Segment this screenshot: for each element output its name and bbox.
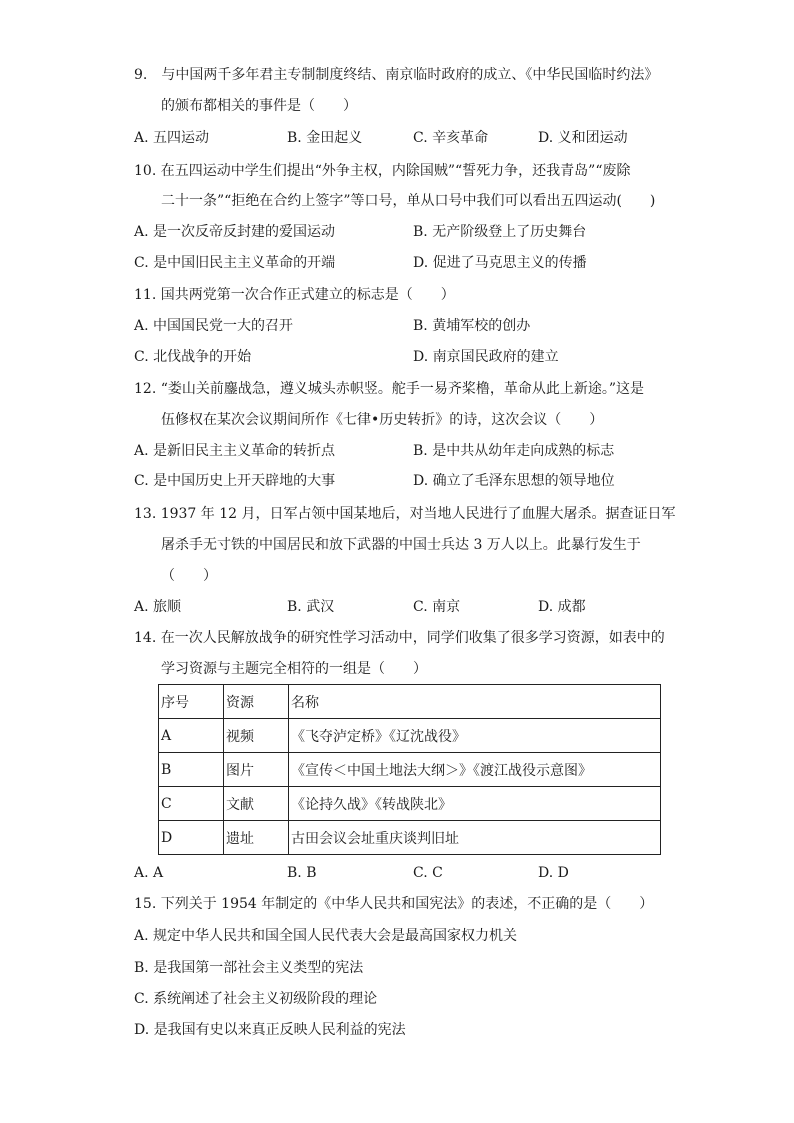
question-10-stem-cont: 二十一条”“拒绝在合约上签字”等口号，单从口号中我们可以看出五四运动( ) [161, 193, 656, 209]
table-header-cell: 资源 [224, 685, 289, 719]
question-15-option-c: C. 系统阐述了社会主义初级阶段的理论 [134, 991, 378, 1007]
table-cell: 文献 [224, 787, 289, 821]
table-row [159, 719, 661, 753]
question-11-option-d: D. 南京国民政府的建立 [413, 349, 559, 365]
table-row [159, 787, 661, 821]
table-row [159, 821, 661, 855]
question-10-option-c: C. 是中国旧民主主义革命的开端 [134, 255, 336, 271]
question-14-stem-cont: 学习资源与主题完全相符的一组是（ ） [161, 661, 427, 677]
table-cell: 图片 [224, 753, 289, 787]
question-11-option-c: C. 北伐战争的开始 [134, 349, 252, 365]
question-13-stem-cont: 屠杀手无寸铁的中国居民和放下武器的中国士兵达 3 万人以上。此暴行发生于 [161, 537, 641, 553]
table-cell: 视频 [224, 719, 289, 753]
question-9-stem: 9. 与中国两千多年君主专制制度终结、南京临时政府的成立、《中华民国临时约法》 [134, 67, 659, 83]
question-15-stem: 15. 下列关于 1954 年制定的《中华人民共和国宪法》的表述，不正确的是（ ） [134, 896, 654, 912]
question-10-option-d: D. 促进了马克思主义的传播 [413, 255, 587, 271]
question-14-option-c: C. C [413, 865, 443, 881]
question-14-option-b: B. B [287, 865, 317, 881]
table-cell: B [159, 753, 224, 787]
table-cell: C [159, 787, 224, 821]
table-cell: D [159, 821, 224, 855]
question-13-option-c: C. 南京 [413, 599, 461, 615]
question-12-stem: 12. “娄山关前鏖战急，遵义城头赤帜竖。舵手一易齐桨橹，革命从此上新途。”这是 [134, 381, 645, 397]
question-12-option-c: C. 是中国历史上开天辟地的大事 [134, 473, 336, 489]
question-12-option-b: B. 是中共从幼年走向成熟的标志 [413, 443, 615, 459]
table-row [159, 753, 661, 787]
question-13-option-d: D. 成都 [538, 599, 586, 615]
question-12-option-a: A. 是新旧民主主义革命的转折点 [134, 443, 336, 459]
question-15-option-b: B. 是我国第一部社会主义类型的宪法 [134, 960, 364, 976]
question-11-stem: 11. 国共两党第一次合作正式建立的标志是（ ） [134, 287, 455, 303]
table-header-cell: 序号 [159, 685, 224, 719]
question-12-stem-cont: 伍修权在某次会议期间所作《七律•历史转折》的诗，这次会议（ ） [161, 412, 604, 428]
question-9-option-b: B. 金田起义 [287, 130, 363, 146]
question-12-option-d: D. 确立了毛泽东思想的领导地位 [413, 473, 615, 489]
question-15-option-a: A. 规定中华人民共和国全国人民代表大会是最高国家权力机关 [134, 928, 518, 944]
table-cell: 古田会议会址重庆谈判旧址 [289, 821, 661, 855]
table-header-row [159, 685, 661, 719]
table-cell: 《飞夺泸定桥》《辽沈战役》 [289, 719, 661, 753]
question-11-option-b: B. 黄埔军校的创办 [413, 318, 531, 334]
question-9-option-c: C. 辛亥革命 [413, 130, 489, 146]
question-14-option-d: D. D [538, 865, 569, 881]
question-10-option-b: B. 无产阶级登上了历史舞台 [413, 224, 587, 240]
table-header-cell: 名称 [289, 685, 661, 719]
table-cell: 《宣传＜中国土地法大纲＞》《渡江战役示意图》 [289, 753, 661, 787]
question-14-option-a: A. A [134, 865, 164, 881]
question-13-option-b: B. 武汉 [287, 599, 335, 615]
question-11-option-a: A. 中国国民党一大的召开 [134, 318, 294, 334]
table-cell: 《论持久战》《转战陕北》 [289, 787, 661, 821]
question-10-stem: 10. 在五四运动中学生们提出“外争主权，内除国贼”“誓死力争，还我青岛”“废除 [134, 163, 631, 179]
question-15-option-d: D. 是我国有史以来真正反映人民利益的宪法 [134, 1022, 406, 1038]
question-9-stem-cont: 的颁布都相关的事件是（ ） [161, 98, 357, 114]
table-cell: A [159, 719, 224, 753]
question-9-option-a: A. 五四运动 [134, 130, 210, 146]
question-9-option-d: D. 义和团运动 [538, 130, 628, 146]
resource-table [158, 684, 661, 855]
question-13-stem: 13. 1937 年 12 月，日军占领中国某地后，对当地人民进行了血腥大屠杀。据查证日军 [134, 506, 676, 522]
question-10-option-a: A. 是一次反帝反封建的爱国运动 [134, 224, 336, 240]
table-cell: 遗址 [224, 821, 289, 855]
question-13-option-a: A. 旅顺 [134, 599, 182, 615]
question-14-stem: 14. 在一次人民解放战争的研究性学习活动中，同学们收集了很多学习资源，如表中的 [134, 630, 665, 646]
question-13-answer-blank: （ ） [161, 568, 217, 584]
